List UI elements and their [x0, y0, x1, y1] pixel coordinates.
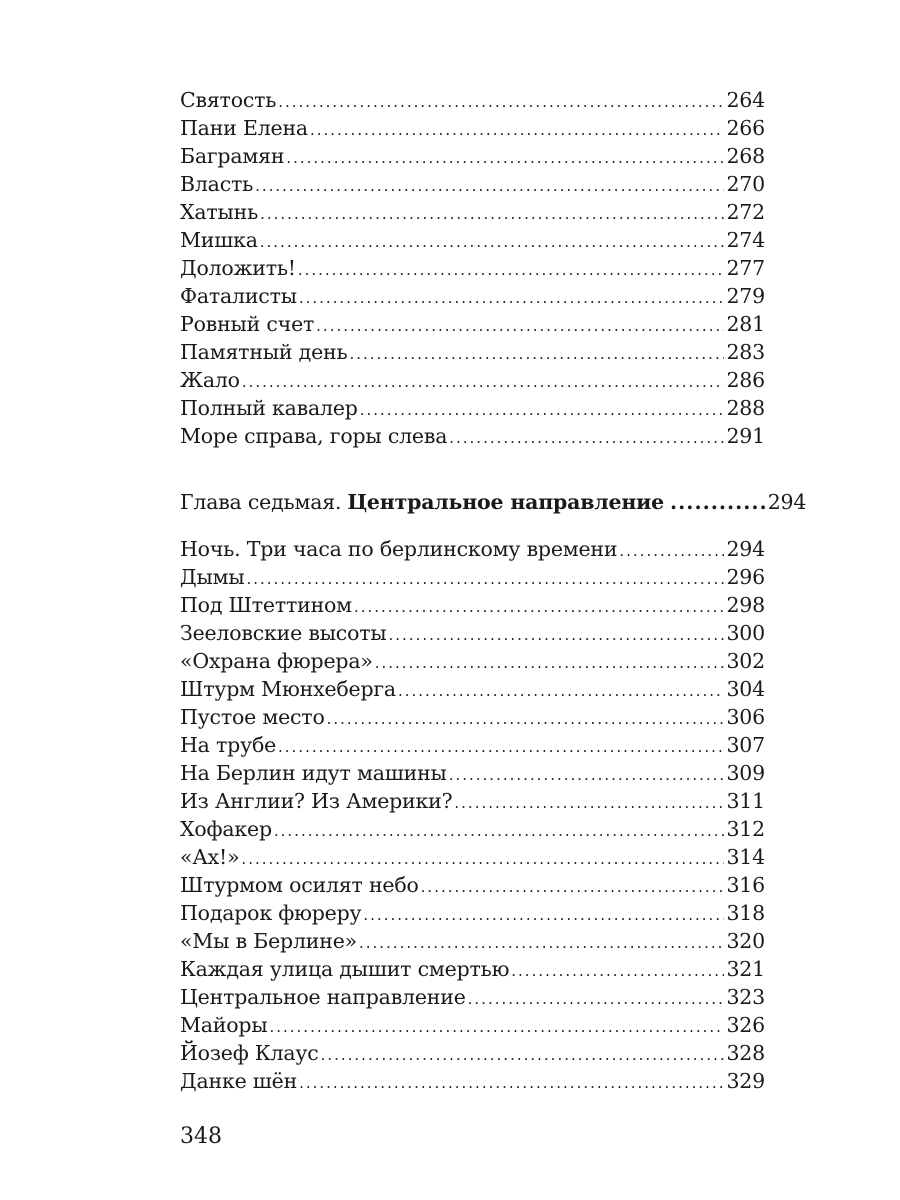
- page-number: 348: [180, 1124, 222, 1149]
- toc-entry: [180, 927, 765, 955]
- dot-leader: [260, 228, 725, 256]
- entry-page: 283: [726, 340, 765, 364]
- dot-leader: [354, 593, 725, 621]
- toc-entry: [180, 310, 765, 338]
- chapter-dot-leader: ............: [670, 490, 768, 514]
- entry-page: 316: [726, 873, 765, 897]
- dot-leader: [349, 340, 724, 368]
- toc-entry: [180, 843, 765, 871]
- toc-entry: [180, 647, 765, 675]
- dot-leader: [449, 761, 725, 789]
- entry-title: «Ах!»: [180, 845, 240, 869]
- dot-leader: [375, 649, 725, 677]
- toc-entry: [180, 282, 765, 310]
- toc-entry: [180, 142, 765, 170]
- dot-leader: [360, 396, 725, 424]
- dot-leader: [468, 985, 725, 1013]
- dot-leader: [255, 172, 724, 200]
- entry-title: Хофакер: [180, 817, 272, 841]
- dot-leader: [299, 284, 725, 312]
- entry-title: Зееловские высоты: [180, 621, 387, 645]
- chapter-title: Центральное направление: [347, 490, 665, 514]
- chapter-page: 294: [767, 490, 807, 514]
- entry-title: Майоры: [180, 1013, 268, 1037]
- toc-entry: [180, 1011, 765, 1039]
- entry-title: Дымы: [180, 565, 245, 589]
- entry-title: Жало: [180, 368, 240, 392]
- entry-page: 300: [726, 621, 765, 645]
- entry-title: «Охрана фюрера»: [180, 649, 373, 673]
- toc-entry: [180, 226, 765, 254]
- entry-page: 286: [726, 368, 765, 392]
- toc-entry: [180, 1067, 765, 1095]
- entry-page: 291: [726, 424, 765, 448]
- toc-entry: [180, 563, 765, 591]
- toc-entry: [180, 871, 765, 899]
- entry-title: Подарок фюреру: [180, 901, 362, 925]
- toc-entry: [180, 675, 765, 703]
- dot-leader: [449, 424, 724, 452]
- entry-page: 277: [726, 256, 765, 280]
- entry-page: 279: [726, 284, 765, 308]
- toc-list-upper: [180, 86, 765, 450]
- entry-page: 298: [726, 593, 765, 617]
- chapter-heading: [180, 487, 807, 517]
- entry-title: Штурм Мюнхеберга: [180, 677, 396, 701]
- entry-title: Пустое место: [180, 705, 325, 729]
- entry-title: Каждая улица дышит смертью: [180, 957, 510, 981]
- dot-leader: [299, 1069, 724, 1097]
- dot-leader: [316, 312, 724, 340]
- dot-leader: [511, 957, 724, 985]
- toc-entry: [180, 1039, 765, 1067]
- dot-leader: [310, 116, 725, 144]
- toc-entry: [180, 731, 765, 759]
- entry-page: 320: [726, 929, 765, 953]
- dot-leader: [398, 677, 725, 705]
- entry-page: 306: [726, 705, 765, 729]
- entry-title: «Мы в Берлине»: [180, 929, 357, 953]
- entry-title: Центральное направление: [180, 985, 466, 1009]
- entry-title: Фаталисты: [180, 284, 297, 308]
- entry-page: 312: [726, 817, 765, 841]
- toc-entry: [180, 787, 765, 815]
- entry-page: 329: [726, 1069, 765, 1093]
- entry-page: 318: [726, 901, 765, 925]
- entry-title: Из Англии? Из Америки?: [180, 789, 453, 813]
- entry-page: 321: [726, 957, 765, 981]
- dot-leader: [619, 537, 724, 565]
- entry-page: 309: [726, 761, 765, 785]
- dot-leader: [286, 144, 724, 172]
- toc-entry: [180, 422, 765, 450]
- entry-title: Ровный счет: [180, 312, 315, 336]
- entry-title: Данке шён: [180, 1069, 298, 1093]
- entry-page: 296: [726, 565, 765, 589]
- dot-leader: [274, 817, 725, 845]
- dot-leader: [421, 873, 725, 901]
- toc-entry: [180, 815, 765, 843]
- dot-leader: [278, 88, 724, 116]
- toc-list-lower: [180, 535, 765, 1095]
- toc-entry: [180, 198, 765, 226]
- entry-title: Полный кавалер: [180, 396, 358, 420]
- entry-page: 314: [726, 845, 765, 869]
- entry-page: 328: [726, 1041, 765, 1065]
- dot-leader: [246, 565, 724, 593]
- entry-page: 294: [726, 537, 765, 561]
- toc-entry: [180, 955, 765, 983]
- entry-title: Мишка: [180, 228, 258, 252]
- dot-leader: [363, 901, 724, 929]
- entry-page: 272: [726, 200, 765, 224]
- toc-entry: [180, 366, 765, 394]
- entry-page: 264: [726, 88, 765, 112]
- entry-title: Штурмом осилят небо: [180, 873, 419, 897]
- entry-page: 304: [726, 677, 765, 701]
- entry-page: 281: [726, 312, 765, 336]
- entry-title: Йозеф Клаус: [180, 1041, 319, 1065]
- entry-page: 323: [726, 985, 765, 1009]
- toc-entry: [180, 703, 765, 731]
- entry-title: На трубе: [180, 733, 277, 757]
- entry-page: 311: [726, 789, 765, 813]
- toc-entry: [180, 983, 765, 1011]
- entry-title: Под Штеттином: [180, 593, 352, 617]
- entry-title: Ночь. Три часа по берлинскому времени: [180, 537, 618, 561]
- dot-leader: [454, 789, 724, 817]
- toc-entry: [180, 254, 765, 282]
- entry-page: 266: [726, 116, 765, 140]
- chapter-label: Глава седьмая.: [180, 490, 342, 514]
- entry-page: 326: [726, 1013, 765, 1037]
- entry-page: 270: [726, 172, 765, 196]
- entry-title: Хатынь: [180, 200, 259, 224]
- entry-title: Доложить!: [180, 256, 296, 280]
- toc-entry: [180, 338, 765, 366]
- toc-entry: [180, 86, 765, 114]
- entry-title: Море справа, горы слева: [180, 424, 448, 448]
- dot-leader: [260, 200, 724, 228]
- toc-entry: [180, 899, 765, 927]
- entry-title: Памятный день: [180, 340, 348, 364]
- toc-entry: [180, 759, 765, 787]
- entry-title: Святость: [180, 88, 277, 112]
- entry-title: Пани Елена: [180, 116, 308, 140]
- dot-leader: [327, 705, 725, 733]
- entry-page: 302: [726, 649, 765, 673]
- toc-entry: [180, 394, 765, 422]
- dot-leader: [278, 733, 724, 761]
- entry-page: 268: [726, 144, 765, 168]
- dot-leader: [389, 621, 725, 649]
- toc-entry: [180, 619, 765, 647]
- entry-page: 307: [726, 733, 765, 757]
- entry-title: Власть: [180, 172, 254, 196]
- dot-leader: [359, 929, 725, 957]
- toc-entry: [180, 170, 765, 198]
- dot-leader: [241, 845, 724, 873]
- dot-leader: [321, 1041, 725, 1069]
- dot-leader: [298, 256, 725, 284]
- dot-leader: [269, 1013, 724, 1041]
- entry-page: 274: [726, 228, 765, 252]
- toc-entry: [180, 535, 765, 563]
- entry-page: 288: [726, 396, 765, 420]
- toc-entry: [180, 591, 765, 619]
- dot-leader: [242, 368, 725, 396]
- entry-title: Баграмян: [180, 144, 285, 168]
- entry-title: На Берлин идут машины: [180, 761, 447, 785]
- toc-entry: [180, 114, 765, 142]
